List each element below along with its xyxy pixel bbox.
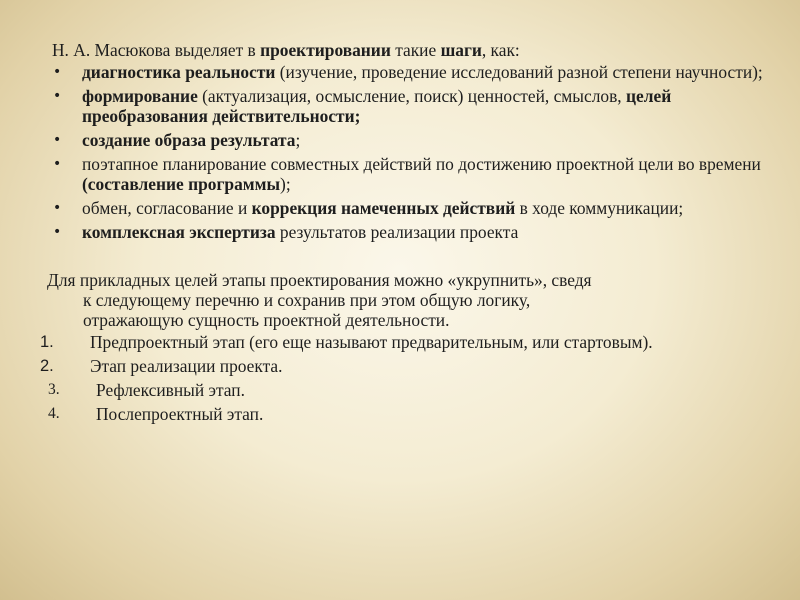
step-text-1: обмен, согласование и (82, 198, 252, 218)
step-text-1: (изучение, проведение исследований разной степени научности); (275, 62, 763, 82)
list-item (40, 222, 770, 242)
item-text: Рефлексивный этап. (96, 380, 245, 400)
paragraph (40, 270, 770, 330)
list-item (40, 404, 770, 424)
step-bold-1: комплексная экспертиза (82, 222, 276, 242)
step-text-1: ; (295, 130, 301, 150)
list-item (40, 86, 770, 126)
step-text-1: (актуализация, осмысление, поиск) ценностей, смыслов, (197, 86, 626, 106)
item-text: Послепроектный этап. (96, 404, 264, 424)
list-item (40, 130, 770, 150)
list-item (40, 62, 770, 82)
bullet-icon: • (53, 64, 62, 80)
item-number: 3. (48, 381, 60, 398)
stages-list (40, 332, 770, 424)
intro-text-2: такие (390, 40, 441, 60)
paragraph-line-2: к следующему перечню и сохранив при этом общую логику, (83, 290, 531, 310)
step-bold-1: создание образа результата (82, 130, 296, 150)
intro-line (40, 40, 770, 60)
bullet-icon: • (53, 200, 62, 216)
item-number: 4. (48, 405, 60, 422)
bullet-icon: • (53, 88, 62, 104)
list-item (40, 332, 770, 352)
step-text-1: результатов реализации проекта (275, 222, 519, 242)
step-text-2: ); (280, 174, 291, 194)
steps-list (40, 62, 770, 242)
list-item (40, 380, 770, 400)
step-bold-1: формирование (82, 86, 198, 106)
list-item (40, 198, 770, 218)
bullet-icon: • (53, 156, 62, 172)
item-number: 1. (40, 333, 54, 351)
step-bold-2: целей преобразования действительности; (82, 86, 672, 126)
paragraph-line-1: Для прикладных целей этапы проектирования можно «укрупнить», сведя (47, 270, 592, 290)
bullet-icon: • (53, 132, 62, 148)
paragraph-line-3: отражающую сущность проектной деятельности. (83, 310, 450, 330)
item-number: 2. (40, 357, 54, 375)
slide-content (40, 40, 770, 428)
bullet-icon: • (53, 224, 62, 240)
intro-bold-2: шаги (440, 40, 482, 60)
list-item (40, 356, 770, 376)
intro-text-1: Н. А. Масюкова выделяет в (52, 40, 261, 60)
list-item (40, 154, 770, 194)
intro-bold-1: проектировании (260, 40, 391, 60)
step-bold-1: диагностика реальности (82, 62, 276, 82)
step-bold-2: (составление программы (82, 174, 281, 194)
intro-text-3: , как: (481, 40, 520, 60)
step-text-1: поэтапное планирование совместных действий по достижению проектной цели во времени (82, 154, 761, 174)
step-text-2: в ходе коммуникации; (515, 198, 684, 218)
item-text: Этап реализации проекта. (90, 356, 283, 376)
item-text: Предпроектный этап (его еще называют предварительным, или стартовым). (90, 332, 653, 352)
step-bold-2: коррекция намеченных действий (251, 198, 516, 218)
